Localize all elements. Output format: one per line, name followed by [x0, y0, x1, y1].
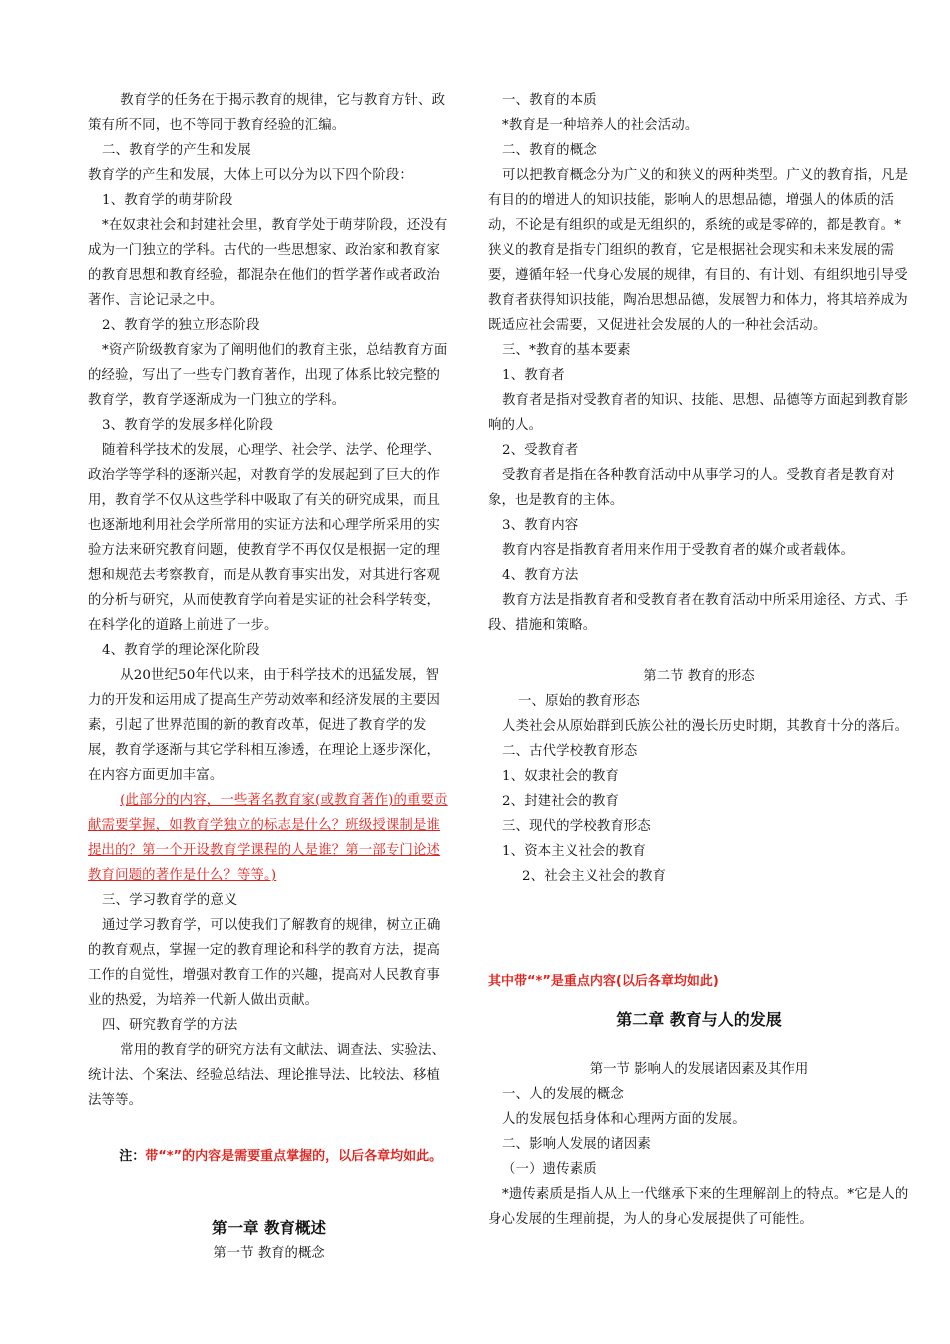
stage3-title: 3、教育学的发展多样化阶段: [102, 418, 274, 433]
dev1-text: 人的发展包括身体和心理两方面的发展。: [502, 1112, 746, 1127]
stage2-title: 2、教育学的独立形态阶段: [102, 318, 260, 333]
element2-text: 受教育者是指在各种教育活动中从事学习的人。受教育者是教育对象，也是教育的主体。: [488, 468, 895, 508]
method-text: 常用的教育学的研究方法有文献法、调查法、实验法、统计法、个案法、经验总结法、理论推导法、比较法、移植法等等。: [88, 1043, 446, 1108]
form2-heading: 二、古代学校教育形态: [502, 744, 638, 759]
right-column: [488, 88, 910, 1232]
left-column: [88, 88, 450, 1266]
section1-title: 第一节 教育的概念: [213, 1246, 325, 1261]
note-text: 带“*”的内容是需要重点掌握的，以后各章均如此。: [145, 1149, 443, 1164]
key-note: 其中带“*”是重点内容(以后各章均如此): [488, 974, 719, 989]
form3-item-a: 1、资本主义社会的教育: [502, 844, 647, 859]
element3-title: 3、教育内容: [502, 518, 579, 533]
nature-text: *教育是一种培养人的社会活动。: [502, 118, 699, 133]
heading-elements: 三、*教育的基本要素: [502, 343, 631, 358]
element4-title: 4、教育方法: [502, 568, 579, 583]
form1-text: 人类社会从原始群到氏族公社的漫长历史时期，其教育十分的落后。: [502, 719, 909, 734]
dev1-heading: 一、人的发展的概念: [502, 1087, 624, 1102]
heading-origin: 二、教育学的产生和发展: [102, 143, 251, 158]
red-note: (此部分的内容，一些著名教育家(或教育著作)的重要贡献需要掌握，如教育学独立的标志是什么？班级授课制是谁提出的？第一个开设教育学课程的人是谁？第一部专门论述教育问题的著作是什么？等等。): [88, 793, 448, 883]
chapter2-title: 第二章 教育与人的发展: [616, 1010, 782, 1029]
stage2-text: *资产阶级教育家为了阐明他们的教育主张，总结教育方面的经验，写出了一些专门教育著作，出现了体系比较完整的教育学，教育学逐渐成为一门独立的学科。: [88, 343, 448, 408]
form2-item-b: 2、封建社会的教育: [502, 794, 619, 809]
form2-item-a: 1、奴隶社会的教育: [502, 769, 619, 784]
form1-heading: 一、原始的教育形态: [518, 694, 640, 709]
form3-item-b: 2、社会主义社会的教育: [522, 869, 667, 884]
heading-method: 四、研究教育学的方法: [102, 1018, 238, 1033]
origin-intro: 教育学的产生和发展，大体上可以分为以下四个阶段：: [88, 168, 413, 183]
heading-nature: 一、教育的本质: [502, 93, 597, 108]
concept-text: 可以把教育概念分为广义的和狭义的两种类型。广义的教育指，凡是有目的的增进人的知识技能，影响人的思想品德，增强人的体质的活动，不论是有组织的或是无组织的，系统的或是零碎的，都是教育。*狭义的教育是指专门组织的教育，它是根据社会现实和未来发展的需要，遵循年轻一代身心发展的规律，有目的、有计划、有组织地引导受教育者获得知识技能，陶冶思想品德，发展智力和体力，将其培养成为既适应社会需要，又促进社会发展的人的一种社会活动。: [488, 168, 909, 333]
dev2-text: *遗传素质是指人从上一代继承下来的生理解剖上的特点。*它是人的身心发展的生理前提，为人的身心发展提供了可能性。: [488, 1187, 909, 1227]
dev2-heading: 二、影响人发展的诸因素: [502, 1137, 651, 1152]
heading-meaning: 三、学习教育学的意义: [102, 893, 238, 908]
heading-concept: 二、教育的概念: [502, 143, 597, 158]
stage1-title: 1、教育学的萌芽阶段: [102, 193, 233, 208]
section3-title: 第一节 影响人的发展诸因素及其作用: [589, 1062, 809, 1077]
stage4-title: 4、教育学的理论深化阶段: [102, 643, 260, 658]
intro-paragraph: 教育学的任务在于揭示教育的规律，它与教育方针、政策有所不同，也不等同于教育经验的汇编。: [88, 93, 446, 133]
stage4-text: 从20世纪50年代以来，由于科学技术的迅猛发展，智力的开发和运用成了提高生产劳动效率和经济发展的主要因素，引起了世界范围的新的教育改革，促进了教育学的发展，教育学逐渐与其它学科相互渗透，在理论上逐步深化，在内容方面更加丰富。: [88, 668, 441, 783]
element1-title: 1、教育者: [502, 368, 565, 383]
element1-text: 教育者是指对受教育者的知识、技能、思想、品德等方面起到教育影响的人。: [488, 393, 909, 433]
chapter1-title: 第一章 教育概述: [212, 1219, 326, 1237]
note-block: [88, 1144, 450, 1170]
element3-text: 教育内容是指教育者用来作用于受教育者的媒介或者载体。: [502, 543, 855, 558]
stage1-text: *在奴隶社会和封建社会里，教育学处于萌芽阶段，还没有成为一门独立的学科。古代的一些思想家、政治家和教育家的教育思想和教育经验，都混杂在他们的哲学著作或者政治著作、言论记录之中。: [88, 218, 448, 308]
form3-heading: 三、现代的学校教育形态: [502, 819, 651, 834]
element2-title: 2、受教育者: [502, 443, 579, 458]
dev2-subheading: （一）遗传素质: [502, 1162, 597, 1177]
section2-title: 第二节 教育的形态: [643, 669, 755, 684]
element4-text: 教育方法是指教育者和受教育者在教育活动中所采用途径、方式、手段、措施和策略。: [488, 593, 909, 633]
stage3-text: 随着科学技术的发展，心理学、社会学、法学、伦理学、政治学等学科的逐渐兴起，对教育学的发展起到了巨大的作用，教育学不仅从这些学科中吸取了有关的研究成果，而且也逐渐地利用社会学所常用的实证方法和心理学所采用的实验方法来研究教育问题，使教育学不再仅仅是根据一定的理想和规范去考察教育，而是从教育事实出发，对其进行客观的分析与研究，从而使教育学向着是实证的社会科学转变，在科学化的道路上前进了一步。: [88, 443, 441, 633]
note-prefix: 注：: [119, 1149, 146, 1164]
meaning-text: 通过学习教育学，可以使我们了解教育的规律，树立正确的教育观点，掌握一定的教育理论和科学的教育方法，提高工作的自觉性，增强对教育工作的兴趣，提高对人民教育事业的热爱，为培养一代新人做出贡献。: [88, 918, 441, 1008]
